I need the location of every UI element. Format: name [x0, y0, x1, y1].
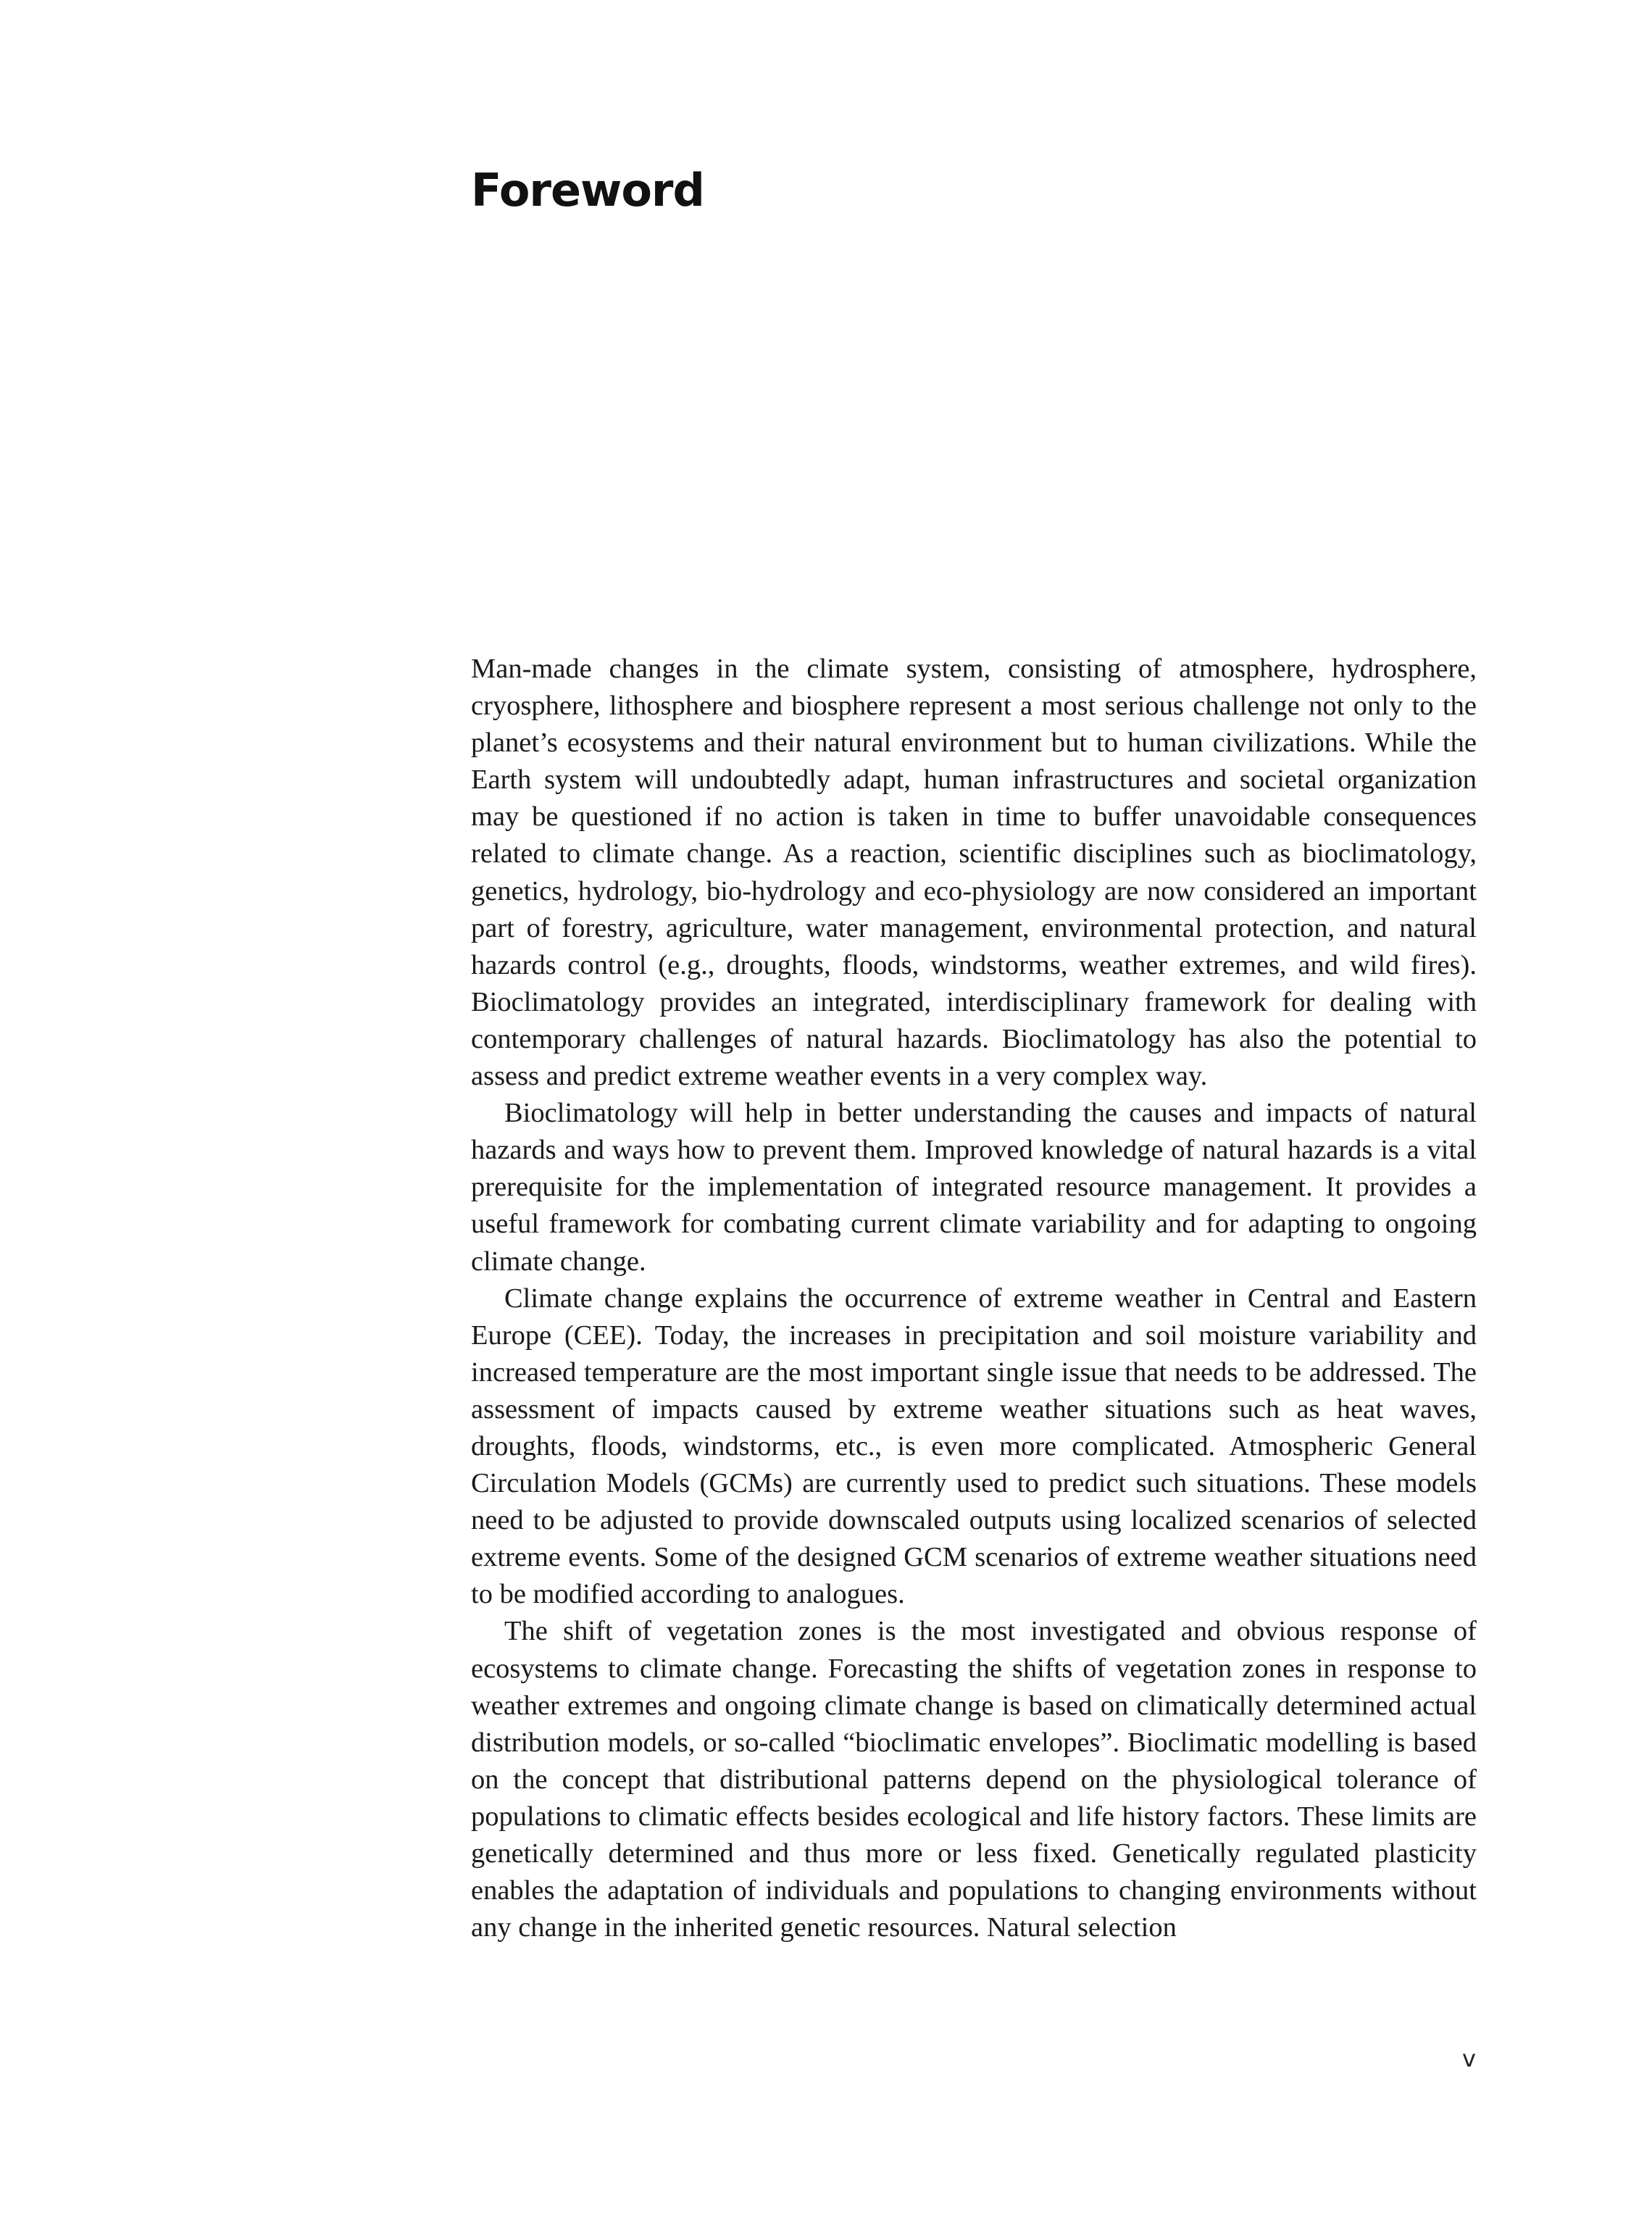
paragraph: Bioclimatology will help in better understanding the causes and impacts of natural hazards and ways how to prevent them. Improved knowledge of natural hazards is a vital prerequisite for the implementation of integrated resource management. It provides a useful framework for combating current climate variability and for adapting to ongoing climate change.	[471, 1098, 1477, 1277]
page-title: Foreword	[471, 164, 704, 217]
paragraph: The shift of vegetation zones is the most investigated and obvious response of ecosystems to climate change. Forecasting the shifts of vegetation zones in response to weather extremes and ongoing climate change is based on climatically determined actual distribution models, or so-called “bioclimatic envelopes”. Bioclimatic modelling is based on the concept that distributional patterns depend on the physiological tolerance of populations to climatic effects besides ecological and life history factors. These limits are genetically determined and thus more or less fixed. Genetically regulated plasticity enables the adaptation of individuals and populations to changing environments without any change in the inherited genetic resources. Natural selection	[471, 1616, 1477, 1943]
foreword-body	[471, 651, 1477, 1946]
paragraph: Climate change explains the occurrence of extreme weather in Central and Eastern Europe (CEE). Today, the increases in precipitation and soil moisture variability and increased temperature are the most important single issue that needs to be addressed. The assessment of impacts caused by extreme weather situations such as heat waves, droughts, floods, windstorms, etc., is even more complicated. Atmospheric General Circulation Models (GCMs) are currently used to predict such situations. These models need to be adjusted to provide downscaled outputs using localized scenarios of selected extreme events. Some of the designed GCM scenarios of extreme weather situations need to be modified according to analogues.	[471, 1283, 1477, 1610]
page-number: v	[1462, 2045, 1476, 2072]
paragraph: Man-made changes in the climate system, consisting of atmosphere, hydrosphere, cryosphere, lithosphere and biosphere represent a most serious challenge not only to the planet’s ecosystems and their natural environment but to human civilizations. While the Earth system will undoubtedly adapt, human infrastructures and societal organization may be questioned if no action is taken in time to buffer unavoidable consequences related to climate change. As a reaction, scientific disciplines such as bioclimatology, genetics, hydrology, bio-hydrology and eco-physiology are now considered an important part of forestry, agriculture, water management, environmental protection, and natural hazards control (e.g., droughts, floods, windstorms, weather extremes, and wild fires). Bioclimatology provides an integrated, interdisciplinary framework for dealing with contemporary challenges of natural hazards. Bioclimatology has also the potential to assess and predict extreme weather events in a very complex way.	[471, 654, 1477, 1092]
